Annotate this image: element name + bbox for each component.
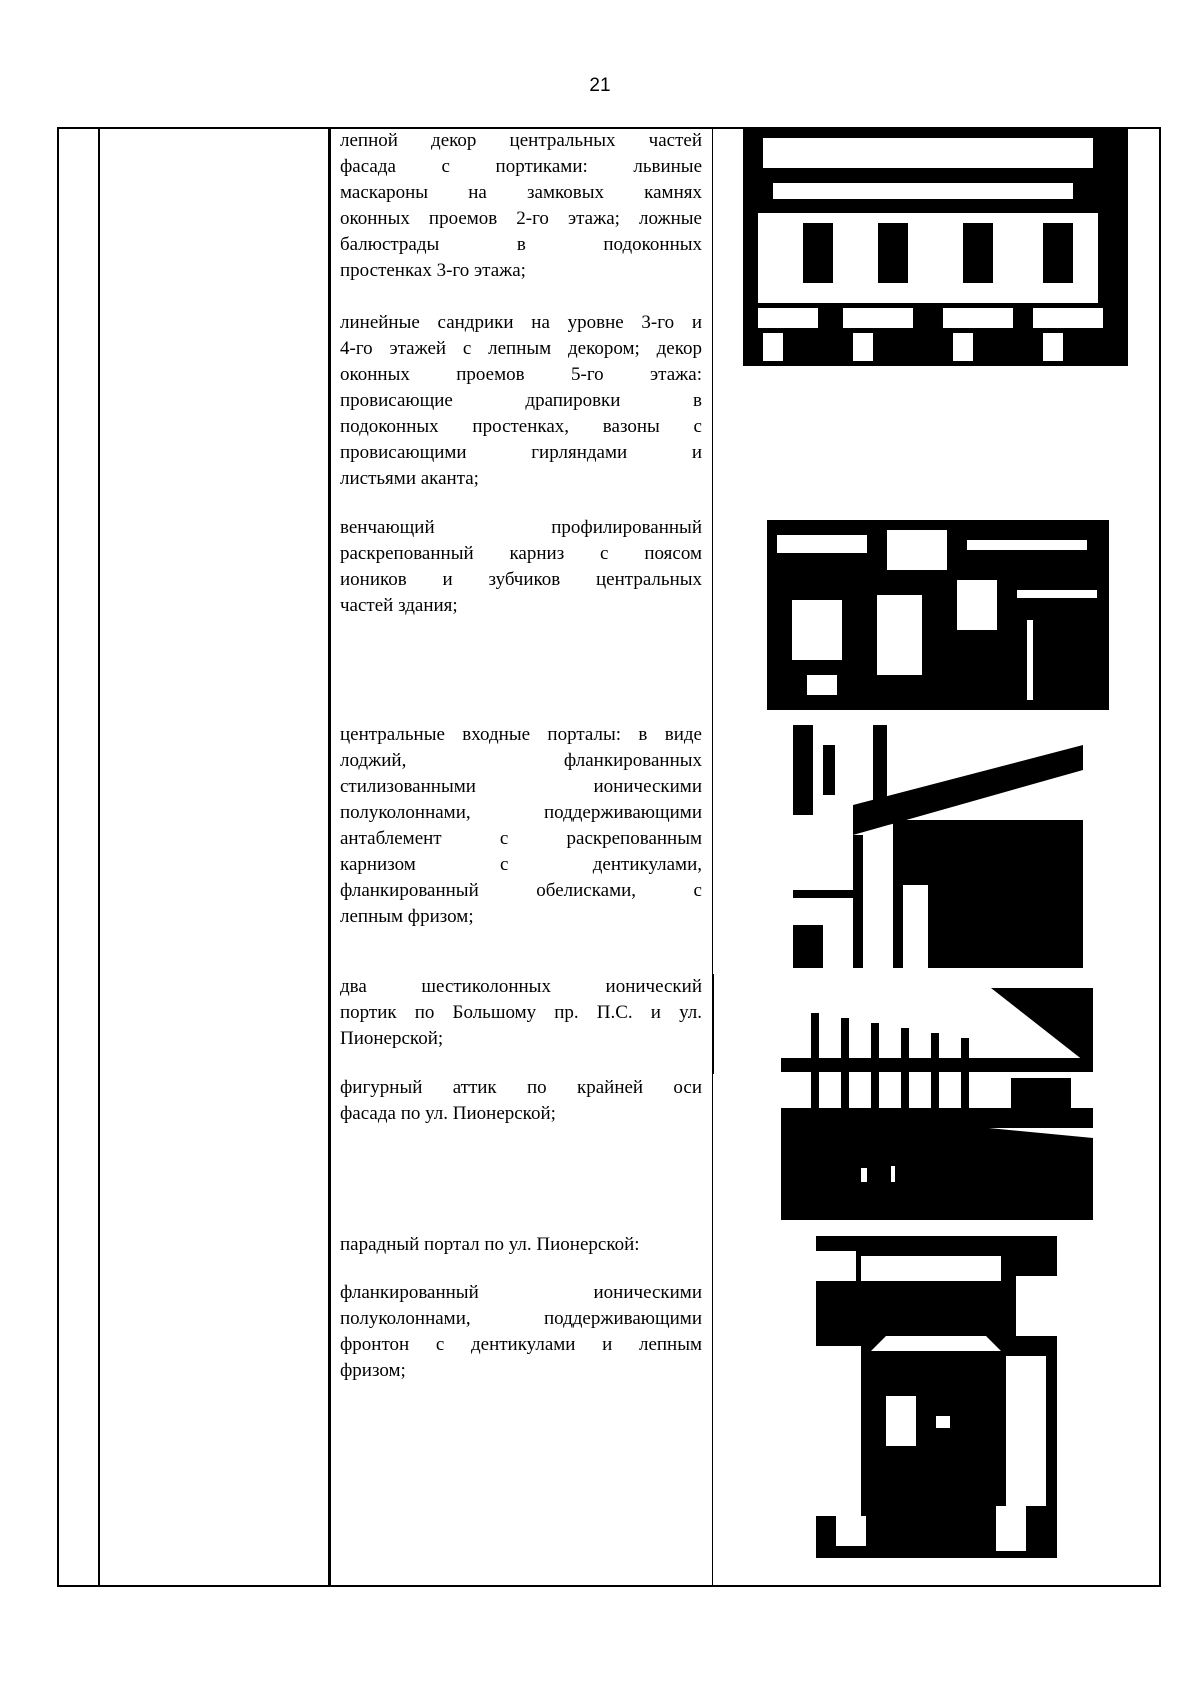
column-divider-mark [712, 974, 714, 1074]
photo-facade-decor [743, 128, 1128, 366]
paragraph-porticos: два шестиколонных ионический портик по Большому пр. П.С. и ул. Пионерской; [340, 976, 702, 1049]
paragraph-sandriks: линейные сандрики на уровне 3-го и 4-го этажей с лепным декором; декор оконных проемов 5-го этажа: провисающие драпировки в подоконных простенках, вазоны с провисающими гирляндами и листьями аканта; [340, 312, 702, 489]
column-divider-2 [328, 127, 331, 1587]
photo-cornice [767, 520, 1109, 710]
paragraph-stucco-decor: лепной декор центральных частей фасада с портиками: львиные маскароны на замковых камнях оконных проемов 2-го этажа; ложные балюстрады в подоконных простенках 3-го этажа; [340, 130, 702, 281]
paragraph-flanked: фланкированный ионическими полуколоннами, поддерживающими фронтон с дентикулами и лепным фризом; [340, 1282, 702, 1381]
photo-entrance-portal [793, 725, 1083, 968]
photo-portico-street [781, 988, 1093, 1220]
photo-main-portal [816, 1236, 1057, 1558]
paragraph-attic: фигурный аттик по крайней оси фасада по ул. Пионерской; [340, 1077, 702, 1124]
paragraph-cornice: венчающий профилированный раскрепованный карниз с поясом иоников и зубчиков центральных частей здания; [340, 517, 702, 616]
paragraph-portals: центральные входные порталы: в виде лоджий, фланкированных стилизованными ионическими полуколоннами, поддерживающими антаблемент с раскрепованным карнизом с дентикулами, фланкированный обелисками, с лепным фризом; [340, 724, 702, 927]
column-divider-3 [712, 127, 713, 1587]
column-divider-1 [98, 127, 100, 1587]
page-number: 21 [589, 75, 611, 96]
paragraph-main-portal: парадный портал по ул. Пионерской: [340, 1234, 640, 1255]
